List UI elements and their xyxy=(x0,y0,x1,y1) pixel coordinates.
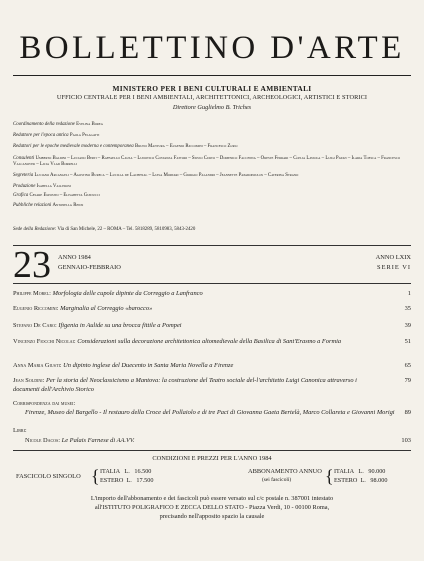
staff-line: Redattore per l'epoca antica Paola Pelagatti xyxy=(13,133,100,139)
toc-entry: Anna Maria Giusti: Un dipinto inglese del Duecento in Santa Maria Novella a Firenze 65 xyxy=(13,362,411,369)
toc-page: 79 xyxy=(404,377,411,384)
issue-top-rule xyxy=(13,245,411,246)
toc-entry: Firenze, Museo del Bargello - Il restauro della Croce del Pollaiolo e di tre Paci di Giovanna Gaeta Bertelà, Marco Collareta e Giovanni Morigi 89 xyxy=(25,409,411,416)
staff-line: Consulenti Umberto Baldini – Luciano Berti – Raffaello Causa – Ludovico Costanza Fattori – Silvio Curto – Domenico Faccenna – Oreste Ferrari – Clelia Laviola – Luigi Payan – Ilaria Toesca – Francesco Valcanover – Licia Vlad Borrelli xyxy=(13,155,400,167)
issue-anno: ANNO LXIX xyxy=(375,254,411,261)
director-line: Direttore Guglielmo B. Triches xyxy=(172,104,252,111)
annual-brace: { xyxy=(325,466,334,486)
toc-entry: Nicole Dacos: Le Palais Farnese di AA.VV. 103 xyxy=(25,437,411,444)
annual-label: ABBONAMENTO ANNUO xyxy=(248,468,322,475)
toc-page: 35 xyxy=(404,305,411,312)
prices-heading: CONDIZIONI E PREZZI PER L'ANNO 1984 xyxy=(152,455,272,462)
staff-line: Produzione Isabella Vallerosi xyxy=(13,184,71,190)
toc-page: 1 xyxy=(407,290,411,297)
staff-line: Coordinamento della redazione Evelina Borea xyxy=(13,122,103,127)
staff-line: Redattori per le epoche medievale moderna e contemporanea Bruno Mantura – Eugenio Riccomini – Francesco Zurli xyxy=(13,144,238,150)
toc-page: 65 xyxy=(404,362,411,369)
issue-year: ANNO 1984 xyxy=(58,254,91,261)
toc-entry: Jean Soldini: Per la storia del Neoclassicismo a Mantova: la costruzione del Teatro sociale del-l'architetto Luigi Canonica attraverso i documenti dell'Archivio Storico 79 xyxy=(13,377,411,393)
staff-line: Grafica Cesare Esposito – Elisabetta Guiducci xyxy=(13,193,100,199)
payment-line: L'importo dell'abbonamento e dei fascicoli può essere versato sul c/c postale n. 387001 intestato xyxy=(90,495,334,502)
payment-line: precisando nell'apposito spazio la causale xyxy=(159,513,265,520)
toc-page: 51 xyxy=(404,338,411,345)
annual-italia-price: ITALIA L. 90.000 xyxy=(334,468,386,475)
single-issue-brace: { xyxy=(91,466,100,486)
single-estero-price: ESTERO L. 17.500 xyxy=(100,477,154,484)
issue-months: GENNAIO-FEBBRAIO xyxy=(58,264,121,271)
office-heading: UFFICIO CENTRALE PER I BENI AMBIENTALI, ARCHITETTONICI, ARCHEOLOGICI, ARTISTICI E STORICI xyxy=(56,94,368,101)
staff-line: Segreteria Luciano Arcangeli – Agostino Bureca – Lucilla de Lachenal – Luisa Mortari – Giorgio Palandri – Jeannette Papadopoulos – Caterina Strano xyxy=(13,173,299,179)
annual-estero-price: ESTERO L. 98.000 xyxy=(334,477,388,484)
toc-section-heading: Corrispondenza dai musei: xyxy=(13,400,76,407)
toc-page: 39 xyxy=(404,322,411,329)
toc-page: 103 xyxy=(401,437,411,444)
annual-sub: (sei fascicoli) xyxy=(262,477,292,483)
toc-entry: Vincenzo Fiocchi Nicolai: Considerazioni sulla decorazione architettonica altomedievale della Basilica di Sant'Erasmo a Formia 51 xyxy=(13,338,411,345)
page-title: BOLLETTINO D'ARTE xyxy=(19,30,405,66)
single-issue-label: FASCICOLO SINGOLO xyxy=(16,473,81,480)
toc-entry: Eugenio Riccomini: Marginalia al Correggio «barocco» 35 xyxy=(13,305,411,312)
prices-rule xyxy=(13,450,411,451)
staff-block xyxy=(13,122,411,209)
issue-number: 23 xyxy=(13,244,51,286)
issue-serie: SERIE VI xyxy=(377,264,411,271)
payment-line: all'ISTITUTO POLIGRAFICO E ZECCA DELLO STATO - Piazza Verdi, 10 - 00100 Roma, xyxy=(94,504,330,511)
toc-entry: Philippe Morel: Morfologia delle cupole dipinte da Correggio a Lanfranco 1 xyxy=(13,290,411,297)
toc-entry: Stefano De Caro: Ifigenia in Aulide su una brocca fittile a Pompei 39 xyxy=(13,322,411,329)
contents-rule xyxy=(13,283,411,284)
single-italia-price: ITALIA L. 16.500 xyxy=(100,468,152,475)
toc-page: 89 xyxy=(404,409,411,416)
ministry-heading: MINISTERO PER I BENI CULTURALI E AMBIENTALI xyxy=(112,84,312,93)
editorial-address: Sede della Redazione: Via di San Michele, 22 – ROMA – Tel. 5818289, 5810983, 5843-2420 xyxy=(13,227,196,232)
toc-section-heading: Libri: xyxy=(13,427,27,434)
title-rule xyxy=(13,75,411,76)
staff-line: Pubbliche relazioni Antonella Renzi xyxy=(13,202,84,208)
payment-note xyxy=(0,494,424,521)
